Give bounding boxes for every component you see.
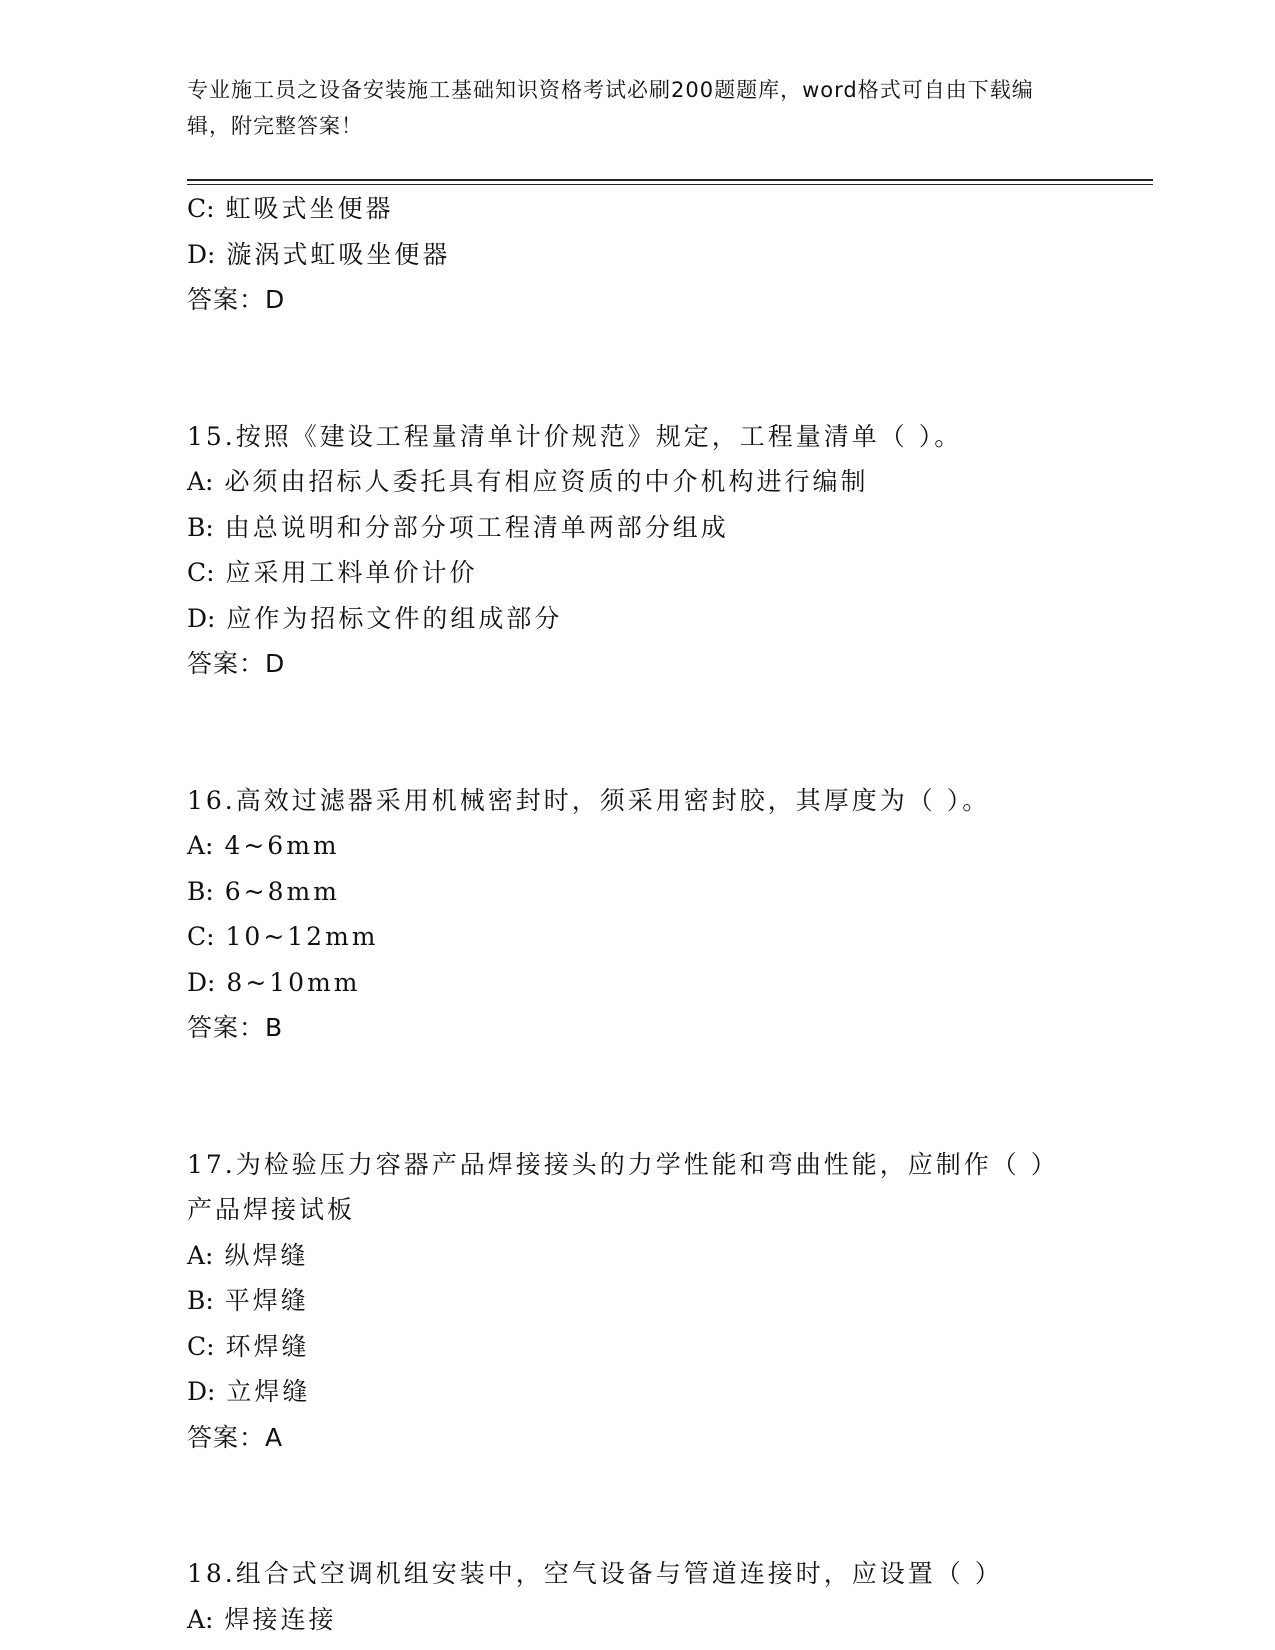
option-c <box>187 1324 1087 1370</box>
question-number: 18. <box>187 1559 236 1588</box>
option-letter: A: <box>187 467 214 496</box>
answer-line: 答案：D <box>187 285 286 314</box>
answer-line: 答案：D <box>187 649 286 678</box>
question-text: 高效过滤器采用机械密封时，须采用密封胶，其厚度为（ ）。 <box>235 785 991 815</box>
answer-line: 答案：B <box>187 1013 284 1042</box>
option-text: 漩涡式虹吸坐便器 <box>226 239 451 269</box>
option-d <box>187 960 1087 1006</box>
option-letter: C: <box>187 1331 215 1361</box>
spacer <box>187 1460 1087 1551</box>
option-c <box>187 550 1087 596</box>
question-stem <box>187 1142 1047 1233</box>
option-text: 4~6mm <box>224 831 340 860</box>
option-text: 6~8mm <box>224 876 340 906</box>
question-number: 17. <box>187 1149 236 1179</box>
option-text: 虹吸式坐便器 <box>225 194 394 223</box>
question-list <box>187 186 1087 1642</box>
spacer <box>187 1051 1087 1142</box>
option-text: 必须由招标人委托具有相应资质的中介机构进行编制 <box>224 467 869 496</box>
option-a <box>187 823 1087 869</box>
option-text: 立焊缝 <box>226 1377 311 1406</box>
option-text: 应采用工料单价计价 <box>225 558 478 587</box>
option-b <box>187 505 1087 551</box>
option-letter: A: <box>187 1604 214 1634</box>
option-text: 8~10mm <box>226 967 361 997</box>
option-a <box>187 1233 1087 1279</box>
option-letter: A: <box>187 1240 214 1270</box>
option-letter: D: <box>187 603 216 633</box>
question-stem <box>187 414 1087 460</box>
option-letter: D: <box>187 967 216 997</box>
option-letter: D: <box>187 1377 216 1406</box>
question-17 <box>187 1142 1087 1461</box>
option-letter: D: <box>187 239 216 269</box>
option-letter: C: <box>187 558 215 587</box>
option-text: 应作为招标文件的组成部分 <box>226 603 563 633</box>
option-letter: C: <box>187 194 215 223</box>
question-number: 16. <box>187 785 236 815</box>
option-text: 10~12mm <box>225 922 379 951</box>
question-text: 为检验压力容器产品焊接接头的力学性能和弯曲性能，应制作（ ）产品焊接试板 <box>187 1149 1047 1224</box>
question-stem <box>187 778 1087 824</box>
option-letter: B: <box>187 876 214 906</box>
option-d <box>187 596 1087 642</box>
option-text: 平焊缝 <box>224 1286 309 1315</box>
question-text: 按照《建设工程量清单计价规范》规定，工程量清单（ ）。 <box>235 421 963 451</box>
option-letter: A: <box>187 831 214 860</box>
option-a <box>187 1597 1087 1643</box>
option-c <box>187 186 1087 232</box>
option-text: 纵焊缝 <box>224 1240 309 1270</box>
spacer <box>187 687 1087 778</box>
option-letter: B: <box>187 1286 214 1315</box>
question-text: 组合式空调机组安装中，空气设备与管道连接时，应设置（ ） <box>235 1559 1003 1588</box>
option-c <box>187 914 1087 960</box>
option-b <box>187 869 1087 915</box>
question-18 <box>187 1551 1087 1642</box>
option-text: 由总说明和分部分项工程清单两部分组成 <box>224 512 729 542</box>
option-b <box>187 1278 1087 1324</box>
question-number: 15. <box>187 421 236 451</box>
question-16 <box>187 778 1087 1051</box>
header-divider <box>187 179 1153 185</box>
option-d <box>187 232 1087 278</box>
question-15 <box>187 414 1087 687</box>
option-d <box>187 1369 1087 1415</box>
question-stem <box>187 1551 1087 1597</box>
question-14-tail <box>187 186 1087 323</box>
option-letter: B: <box>187 512 214 542</box>
document-header: 专业施工员之设备安装施工基础知识资格考试必刷200题题库，word格式可自由下载编辑，附完整答案！ <box>187 78 1034 138</box>
option-letter: C: <box>187 922 215 951</box>
answer-line: 答案：A <box>187 1422 284 1452</box>
spacer <box>187 323 1087 414</box>
option-a <box>187 459 1087 505</box>
option-text: 焊接连接 <box>224 1604 337 1634</box>
option-text: 环焊缝 <box>225 1331 310 1361</box>
